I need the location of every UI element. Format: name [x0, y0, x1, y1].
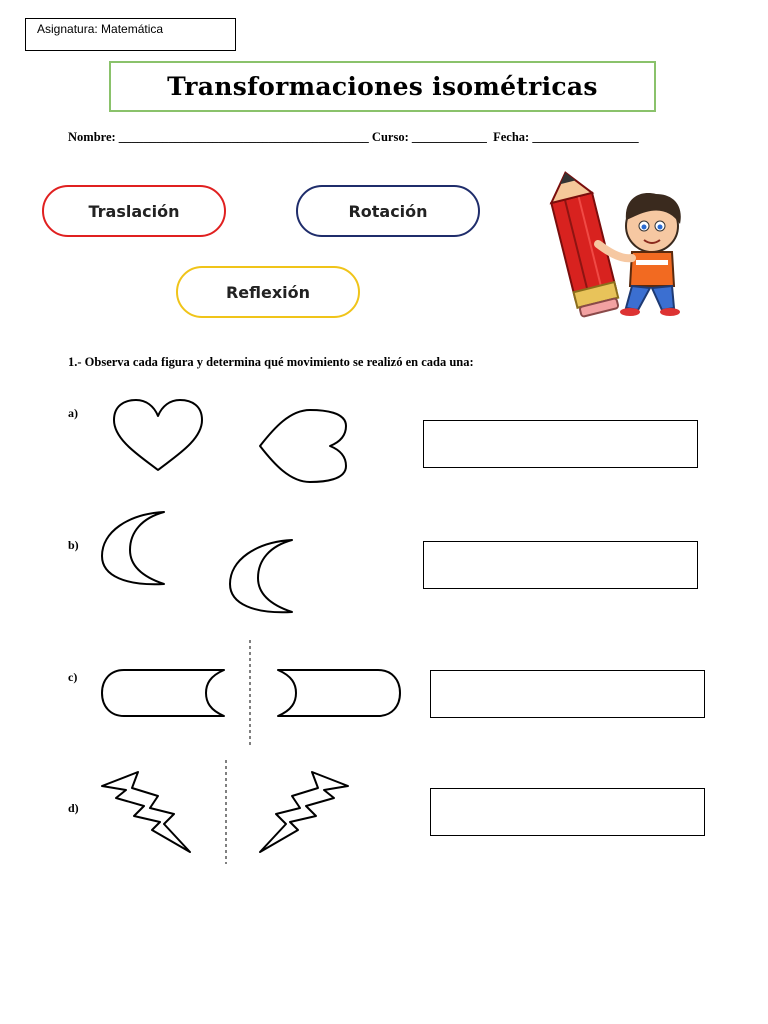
- reflexion-label: Reflexión: [176, 266, 360, 318]
- rotacion-label: Rotación: [296, 185, 480, 237]
- traslacion-label: Traslación: [42, 185, 226, 237]
- question-1: 1.- Observa cada figura y determina qué movimiento se realizó en cada una:: [68, 355, 474, 369]
- item-d-label: d): [68, 801, 79, 815]
- item-c-label: c): [68, 670, 78, 684]
- answer-box-b[interactable]: [423, 541, 698, 589]
- symmetry-axis-c: [248, 640, 252, 748]
- boy-with-pencil-illustration: [540, 168, 700, 318]
- answer-box-c[interactable]: [430, 670, 705, 718]
- heart-original-icon: [110, 398, 206, 474]
- lightning-original-icon: [98, 770, 194, 854]
- lightning-reflected-icon: [256, 770, 352, 854]
- item-b-label: b): [68, 538, 79, 552]
- item-a-label: a): [68, 406, 78, 420]
- moon-original-icon: [98, 510, 170, 590]
- subject-box: Asignatura: Matemática: [25, 18, 236, 51]
- answer-box-a[interactable]: [423, 420, 698, 468]
- answer-box-d[interactable]: [430, 788, 705, 836]
- moon-moved-icon: [226, 538, 298, 618]
- capsule-reflected-icon: [272, 666, 404, 720]
- student-info-line: Nombre: ________________________________________ Curso: ____________ Fecha: _________________: [68, 130, 639, 144]
- capsule-original-icon: [98, 666, 230, 720]
- worksheet-title: Transformaciones isométricas: [109, 61, 656, 112]
- symmetry-axis-d: [224, 760, 228, 864]
- heart-rotated-icon: [256, 408, 352, 484]
